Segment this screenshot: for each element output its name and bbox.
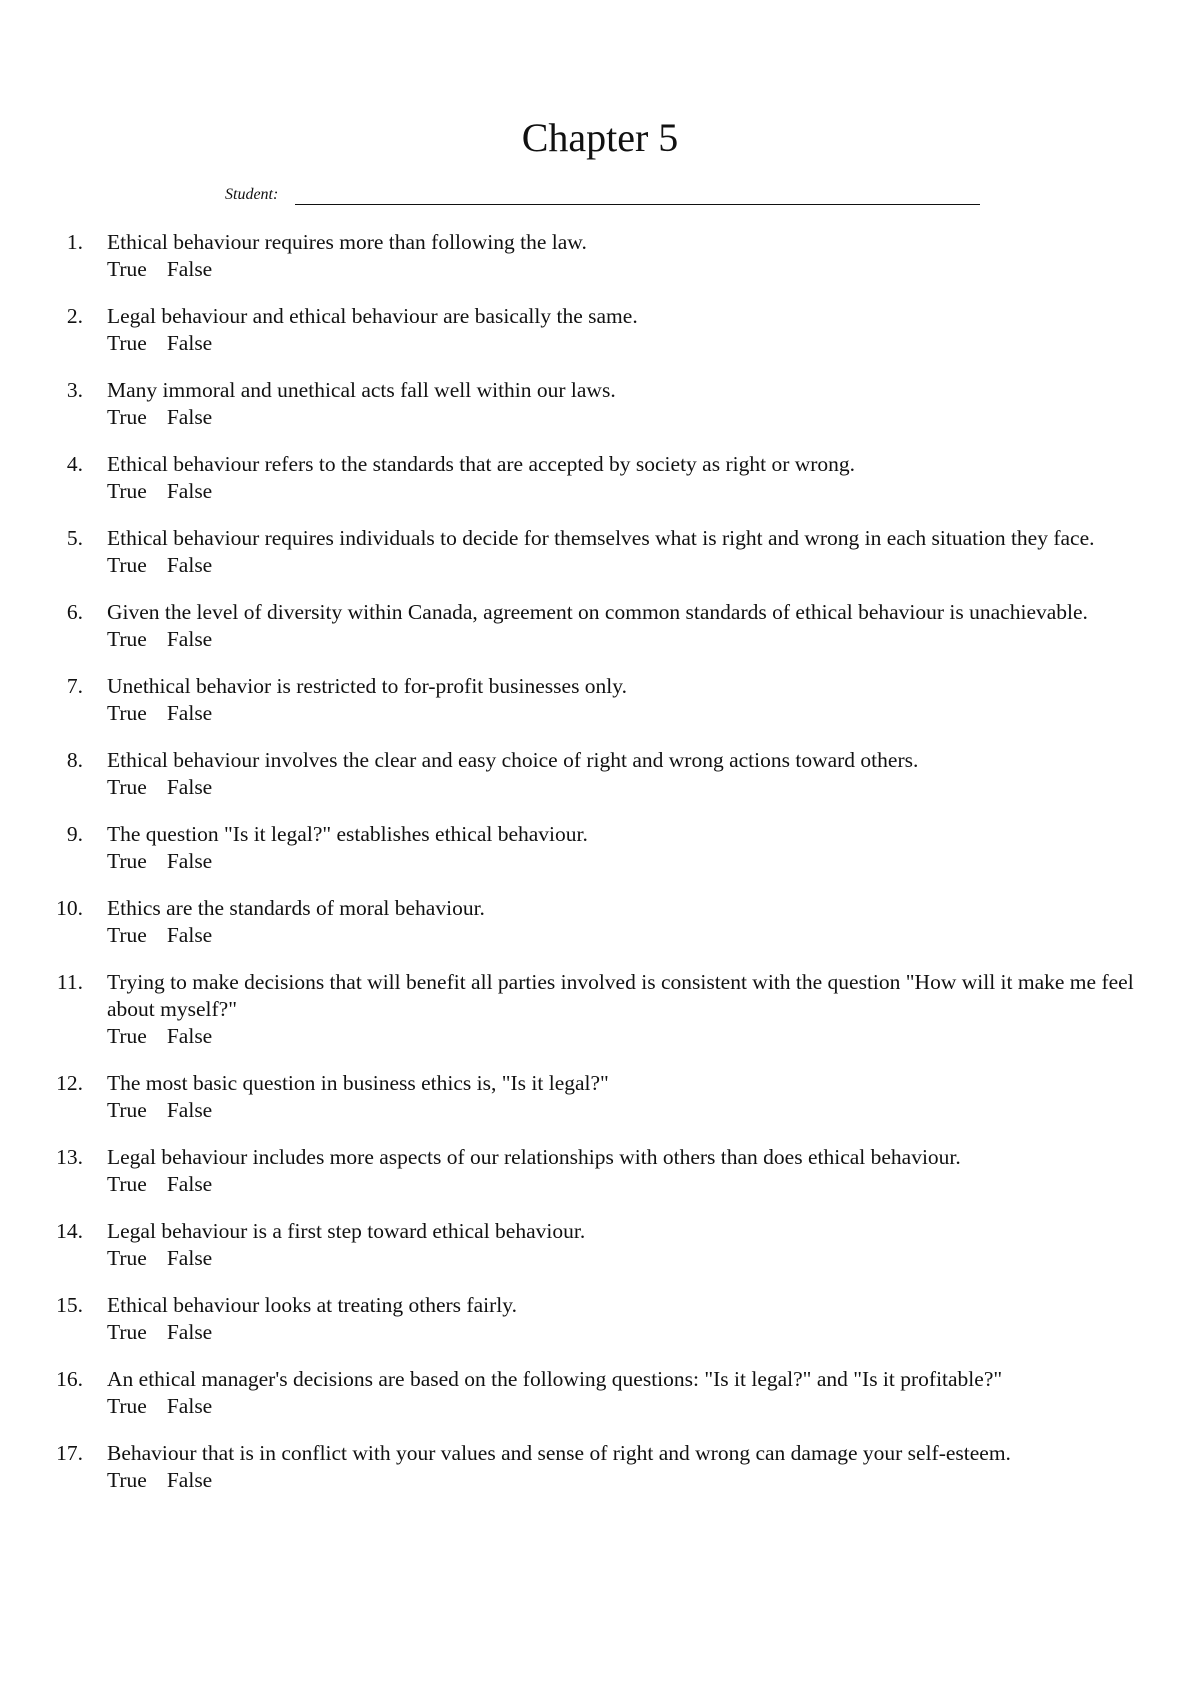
question-item [0,525,1200,579]
question-text: Given the level of diversity within Canada, agreement on common standards of ethical behaviour is unachievable. [107,600,1088,624]
answer-options [107,1245,1140,1272]
option-true[interactable]: True [107,1468,147,1492]
option-false[interactable]: False [166,1246,213,1270]
question-text: Unethical behavior is restricted to for-profit businesses only. [107,674,628,698]
option-false[interactable]: False [166,1320,213,1344]
option-false[interactable]: False [166,1394,213,1418]
question-text: Legal behaviour and ethical behaviour are basically the same. [107,304,638,328]
question-text: Ethical behaviour looks at treating others fairly. [107,1293,517,1317]
answer-options [107,478,1140,505]
question-number: 10. [56,896,83,920]
question-number: 14. [56,1219,83,1243]
question-number: 5. [66,526,83,550]
question-number: 9. [66,822,83,846]
option-true[interactable]: True [107,479,147,503]
question-text: Ethical behaviour involves the clear and easy choice of right and wrong actions toward others. [107,748,919,772]
question-number: 6. [66,600,83,624]
question-number: 13. [56,1145,83,1169]
page-title: Chapter 5 [521,115,679,160]
question-number: 3. [66,378,83,402]
question-item [0,1366,1200,1420]
option-false[interactable]: False [166,627,213,651]
option-true[interactable]: True [107,923,147,947]
question-text: Behaviour that is in conflict with your values and sense of right and wrong can damage your self-esteem. [107,1441,1011,1465]
question-list [0,229,1200,1514]
question-item [0,1070,1200,1124]
option-true[interactable]: True [107,701,147,725]
question-number: 7. [66,674,83,698]
student-name-blank [295,204,980,205]
option-true[interactable]: True [107,775,147,799]
answer-options [107,922,1140,949]
option-false[interactable]: False [166,553,213,577]
question-number: 16. [56,1367,83,1391]
question-number: 2. [66,304,83,328]
option-false[interactable]: False [166,1024,213,1048]
question-item [0,895,1200,949]
option-true[interactable]: True [107,627,147,651]
option-true[interactable]: True [107,1172,147,1196]
answer-options [107,256,1140,283]
answer-options [107,330,1140,357]
question-number: 1. [66,230,83,254]
question-text: Ethical behaviour refers to the standards that are accepted by society as right or wrong. [107,452,856,476]
option-false[interactable]: False [166,331,213,355]
question-item [0,747,1200,801]
question-item [0,821,1200,875]
option-true[interactable]: True [107,331,147,355]
question-number: 12. [56,1071,83,1095]
question-text: Ethics are the standards of moral behaviour. [107,896,485,920]
answer-options [107,848,1140,875]
option-true[interactable]: True [107,849,147,873]
answer-options [107,700,1140,727]
question-text: The most basic question in business ethics is, "Is it legal?" [107,1071,609,1095]
question-item [0,303,1200,357]
question-item [0,229,1200,283]
question-number: 8. [66,748,83,772]
option-true[interactable]: True [107,1024,147,1048]
answer-options [107,1393,1140,1420]
option-false[interactable]: False [166,1098,213,1122]
answer-options [107,774,1140,801]
question-item [0,1144,1200,1198]
question-text: The question "Is it legal?" establishes ethical behaviour. [107,822,588,846]
question-text: Ethical behaviour requires individuals to decide for themselves what is right and wrong in each situation they face. [107,526,1095,550]
student-name-row [225,184,980,206]
answer-options [107,1097,1140,1124]
option-false[interactable]: False [166,1172,213,1196]
option-false[interactable]: False [166,923,213,947]
answer-options [107,1467,1140,1494]
option-true[interactable]: True [107,405,147,429]
option-false[interactable]: False [166,849,213,873]
question-item [0,673,1200,727]
option-false[interactable]: False [166,405,213,429]
question-item [0,377,1200,431]
question-item [0,1218,1200,1272]
option-true[interactable]: True [107,1098,147,1122]
option-true[interactable]: True [107,257,147,281]
option-false[interactable]: False [166,257,213,281]
option-false[interactable]: False [166,479,213,503]
option-true[interactable]: True [107,1394,147,1418]
question-number: 15. [56,1293,83,1317]
question-item [0,1292,1200,1346]
option-false[interactable]: False [166,1468,213,1492]
question-text: Ethical behaviour requires more than following the law. [107,230,587,254]
question-number: 4. [66,452,83,476]
answer-options [107,626,1140,653]
option-true[interactable]: True [107,1320,147,1344]
answer-options [107,1023,1140,1050]
answer-options [107,1171,1140,1198]
question-text: An ethical manager's decisions are based on the following questions: "Is it legal?" and "Is it profitable?" [107,1367,1003,1391]
answer-options [107,404,1140,431]
student-label: Student: [225,186,279,203]
question-number: 17. [56,1441,83,1465]
answer-options [107,1319,1140,1346]
question-text: Legal behaviour is a first step toward ethical behaviour. [107,1219,586,1243]
question-text: Many immoral and unethical acts fall well within our laws. [107,378,616,402]
question-item [0,969,1200,1050]
question-text: Trying to make decisions that will benefit all parties involved is consistent with the question "How will it make me feel about myself?" [107,970,1134,1021]
question-text: Legal behaviour includes more aspects of our relationships with others than does ethical behaviour. [107,1145,961,1169]
option-false[interactable]: False [166,701,213,725]
question-number: 11. [56,970,83,994]
option-true[interactable]: True [107,553,147,577]
question-item [0,599,1200,653]
option-false[interactable]: False [166,775,213,799]
question-item [0,1440,1200,1494]
answer-options [107,552,1140,579]
option-true[interactable]: True [107,1246,147,1270]
question-item [0,451,1200,505]
